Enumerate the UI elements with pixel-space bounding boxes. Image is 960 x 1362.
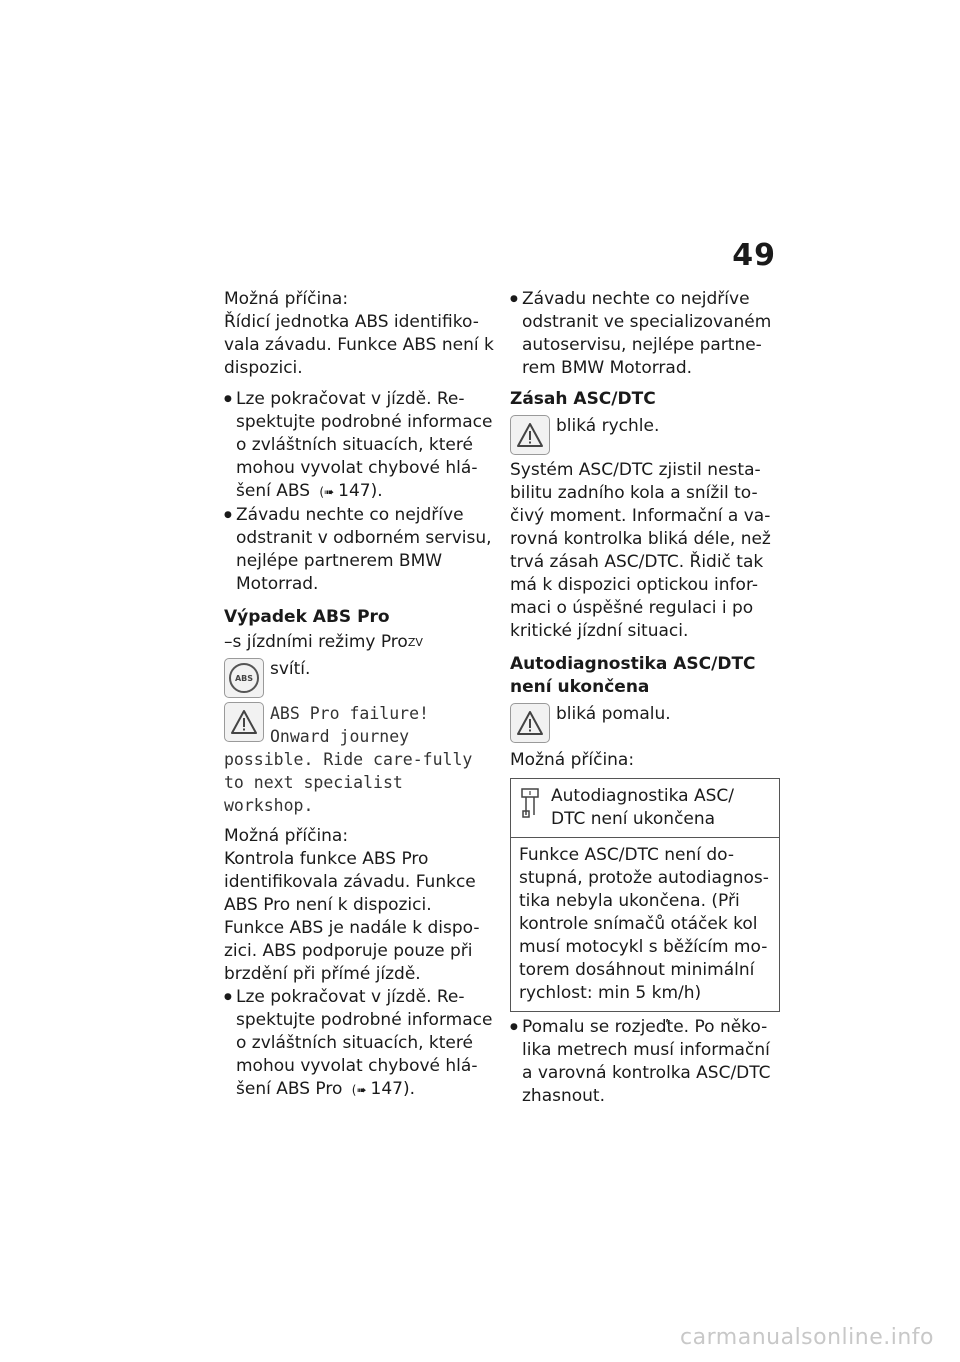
right-column [510, 288, 780, 1108]
bullet-item: ● Pomalu se rozjeďte. Po něko-lika metrech musí informační a varovná kontrolka ASC/DTC zhasnout. [510, 1016, 780, 1108]
indicator-row [510, 703, 780, 743]
bullet-text: Lze pokračovat v jízdě. Re-spektujte podrobné informace o zvláštních situacích, které mohou vyvolat chybové hlá-šení ABS [236, 389, 493, 501]
reference-arrow-icon: (➠ [351, 1083, 367, 1097]
info-box-header [511, 779, 779, 838]
section-heading: Zásah ASC/DTC [510, 389, 656, 409]
bullet-item: ● Závadu nechte co nejdříve odstranit ve specializovaném autoservisu, nejlépe partne-rem BMW Motorrad. [510, 288, 780, 380]
page-number: 49 [732, 238, 776, 273]
paragraph: Řídicí jednotka ABS identifiko-vala závadu. Funkce ABS není k dispozici. [224, 312, 494, 378]
reference-arrow-icon: (➠ [319, 485, 335, 499]
subheading-text: –s jízdními režimy Pro [224, 632, 408, 652]
abs-indicator [224, 658, 264, 698]
indicator-row [224, 658, 494, 698]
section-heading: Autodiagnostika ASC/DTC není ukončena [510, 654, 756, 697]
warning-indicator [510, 415, 550, 455]
warning-indicator [510, 703, 550, 743]
display-message: possible. Ride care-fully to next specialist workshop. [224, 750, 473, 815]
indicator-row [510, 415, 780, 455]
paragraph: Systém ASC/DTC zjistil nesta-bilitu zadního kola a snížil to-čivý moment. Informační a va-rovná kontrolka bliká déle, než trvá zásah ASC/DTC. Řidič tak má k dispozici optickou infor-maci o úspěšné regulaci i po kritické jízdní situaci. [510, 460, 771, 641]
bullet-item [224, 986, 494, 1102]
footnote-mark: ZV [407, 636, 423, 649]
paragraph: Kontrola funkce ABS Pro identifikovala závadu. Funkce ABS Pro není k dispozici. Funkce ABS je nadále k dispo-zici. ABS podporuje pouze při brzdění při přímé jízdě. [224, 849, 480, 984]
abs-icon: ABS [229, 663, 259, 693]
indicator-state: bliká pomalu. [556, 704, 671, 724]
cause-label: Možná příčina: [510, 750, 635, 770]
cause-label: Možná příčina: [224, 826, 349, 846]
bullet-text: Lze pokračovat v jízdě. Re-spektujte podrobné informace o zvláštních situacích, které mohou vyvolat chybové hlá-šení ABS Pro [236, 987, 493, 1099]
indicator-state: bliká rychle. [556, 416, 660, 436]
message-row [224, 702, 494, 748]
page-reference: 147). [370, 1079, 416, 1099]
cause-label: Možná příčina: [224, 289, 349, 309]
page-reference: 147). [338, 481, 383, 501]
section-heading: Výpadek ABS Pro [224, 607, 390, 627]
warning-triangle-icon [516, 710, 544, 736]
warning-triangle-icon [516, 422, 544, 448]
display-message-line: Onward journey [270, 727, 410, 746]
section-subheading [224, 631, 494, 654]
diagnostic-icon [519, 785, 541, 823]
warning-indicator [224, 702, 264, 742]
info-box-icon-wrap [519, 785, 541, 831]
display-message-lead [270, 702, 429, 748]
watermark: carmanualsonline.info [680, 1325, 934, 1350]
display-message-line: ABS Pro failure! [270, 704, 429, 723]
warning-triangle-icon [230, 709, 258, 735]
info-box-body: Funkce ASC/DTC není do-stupná, protože autodiagnos-tika nebyla ukončena. (Při kontrole snímačů otáček kol musí motocykl s běžícím mo-torem dosáhnout minimální rychlost: min 5 km/h) [519, 845, 769, 1003]
indicator-state: svítí. [270, 659, 311, 679]
bullet-item: ● Závadu nechte co nejdříve odstranit v odborném servisu, nejlépe partnerem BMW Motorrad. [224, 504, 494, 596]
info-box-title: Autodiagnostika ASC/ DTC není ukončena [551, 786, 734, 829]
left-column [224, 288, 494, 1102]
bullet-item [224, 388, 494, 504]
info-box [510, 778, 780, 1012]
